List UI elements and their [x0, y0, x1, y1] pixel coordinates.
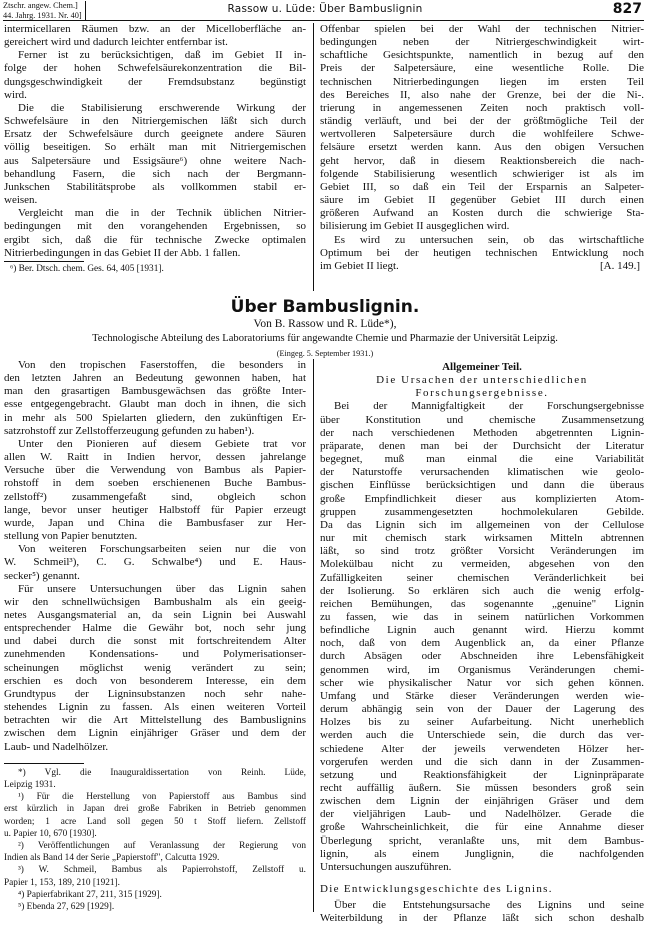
text-line: Da das Lignin sich im allgemeinen von der Cellulose	[320, 518, 644, 531]
text-line: gruppen zusammengesetzten hochmolekularen Gebilde.	[320, 505, 644, 518]
text-line: dungsgeschwindigkeit der Fremdsubstanz begünstigt	[4, 75, 306, 88]
text-line: der Isolierung. So erklären sich auch die wenig erfolg-	[320, 584, 644, 597]
text-line: netes Ausgangsmaterial an, da sein Lignin bei Auswahl	[4, 608, 306, 621]
text-line: schiedene Alter der jeweils verwendeten Hölzer her-	[320, 742, 644, 755]
text-line: lange, bevor unser heutiger Halbstoff für Papier erzeugt	[4, 503, 306, 516]
text-line: lignin, als einem Junglignin, die nachfolgenden	[320, 847, 644, 860]
header-rule	[3, 20, 644, 21]
text-line: esse entgegengebracht. Glaubt man doch in ihnen, die sich	[4, 398, 306, 411]
text-line: intermicellaren Räumen bzw. an der Micelloberfläche an-	[4, 23, 306, 35]
text-line: gischen Einflüsse berücksichtigen und dann die überaus	[320, 479, 644, 492]
text-line: nur mit chemisch stark wirksamen Mitteln abtrennen	[320, 532, 644, 545]
text-line: in mehr als 500 Spielarten gliedern, den zukünftigen Er-	[4, 411, 306, 424]
footnote-line: worden; 1 acre Land soll gegen 50 t Stoff liefern. Zellstoff	[4, 816, 306, 827]
text-line: folge der hohen Schwefelsäurekonzentration die Bil-	[4, 62, 306, 75]
received-date: (Eingeg. 5. September 1931.)	[276, 349, 374, 358]
footnote-line: ²) Veröffentlichungen auf Veranlassung der Regierung von	[18, 840, 306, 851]
text-line: zellstoff²) zusammengefaßt sind, obgleich schon	[4, 490, 306, 503]
text-line: betrachten wir die Art Mittelstellung des Bambuslignins	[4, 714, 306, 727]
text-line: begegnet, muß man einmal die eine Variabilität	[320, 453, 644, 466]
text-line: rohstoff in dem soeben erschienenen Buche Bambus-	[4, 477, 306, 490]
footnote-rule	[4, 763, 84, 764]
text-line: setzung und Reaktionsfähigkeit der Ligninpräparate	[320, 768, 644, 781]
text-line: entsprechender Halme die Gewähr bot, noch sehr jung	[4, 622, 306, 635]
text-line: genommen wird, im Organismus Veränderungen chemi-	[320, 663, 644, 676]
text-line: des Bereiches II, also nahe der Grenze, bei der die Ni-.	[320, 88, 644, 101]
text-line: Gebiet III, so daß ein Teil der Ersparnis an Salpeter-	[320, 180, 644, 193]
subsection-heading: Forschungsergebnisse.	[415, 387, 549, 400]
text-line: werden auch die Unterschiede sein, die durch das ver-	[320, 729, 644, 742]
text-line: große Empfindlichkeit dieser aus komplizierten Atom-	[320, 492, 644, 505]
text-line: Versuche über die Verwendung von Bambus als Papier-	[4, 464, 306, 477]
footnote: ⁶) Ber. Dtsch. chem. Ges. 64, 405 [1931].	[10, 263, 164, 274]
text-line: zu fassen, wie das in seinem natürlichen Vorkommen	[320, 610, 644, 623]
text-line: über Konstitution und chemische Zusammensetzung	[320, 413, 644, 426]
text-line: Offenbar spielen bei der Wahl der technischen Nitrier-	[320, 23, 644, 35]
text-line: Molekülbau nicht zu vermeiden, abgesehen von den	[320, 558, 644, 571]
article-right-column	[320, 359, 644, 926]
previous-article-left-column	[4, 23, 306, 275]
text-line: befindliche Lignin auch genannt wird. Hierzu kommt	[320, 624, 644, 637]
text-line: Laub- und Nadelhölzer.	[4, 740, 109, 753]
article-authors: Von B. Rassow und R. Lüde*),	[253, 318, 397, 330]
subsection-heading: Die Ursachen der unterschiedlichen	[376, 374, 588, 387]
text-line: Überlegung spricht, veranlaßte uns, mit dem Bambus-	[320, 834, 644, 847]
article-affiliation: Technologische Abteilung des Laboratoriums für angewandte Chemie und Pharmazie der Universität Leipzig.	[92, 333, 558, 344]
column-divider-bottom	[313, 359, 314, 912]
footnote-line: ³) W. Schmeil, Bambus als Papierrohstoff, Zellstoff u.	[18, 865, 306, 876]
text-line: Für unsere Untersuchungen über das Lignin sahen	[18, 582, 306, 595]
text-line: wir den schnellwüchsigen Bambushalm als ein geeig-	[4, 595, 306, 608]
text-line: derum abhängig sein von der Dauer der Lagerung des	[320, 703, 644, 716]
text-line: durch Absägen oder Abschneiden ihre Lebensfähigkeit	[320, 650, 644, 663]
text-line: behandlung Fasern, die sich nach der Bergmann-	[4, 167, 306, 180]
text-line: wird.	[4, 88, 27, 101]
text-line: schaftliche Gesichtspunkte, namentlich in bezug auf den	[320, 49, 644, 62]
text-line: Zufälligkeiten seiner chemischen Veränderlichkeit bei	[320, 571, 644, 584]
text-line: allen W. Raitt in Indien hervor, dessen jahrelange	[4, 451, 306, 464]
text-line: Preis der Salpetersäure, eine wesentliche Rolle. Die	[320, 62, 644, 75]
article-reference: [A. 149.]	[599, 259, 640, 272]
text-line: präparate, denen man bei der Durchsicht der Literatur	[320, 439, 644, 452]
text-line: läßt, so sind trotz größter Vorsicht Veränderungen im	[320, 545, 644, 558]
text-line: Schwefelsäure in den Nitriergemischen läßt sich durch	[4, 115, 306, 128]
text-line: Untersuchungen auszuführen.	[320, 860, 452, 873]
text-line: folgende Stabilisierung wesentlich schwieriger ist als im	[320, 167, 644, 180]
previous-article-right-column	[320, 23, 644, 273]
article-left-column	[4, 359, 306, 913]
text-line: ständig verläuft, und bei der der größtmögliche Teil der	[320, 115, 644, 128]
text-line: große Wahrscheinlichkeit, die für eine Annahme dieser	[320, 821, 644, 834]
text-line: weisen.	[4, 194, 38, 207]
subsection-heading: Die Entwicklungsgeschichte des Lignins.	[320, 883, 553, 896]
text-line: bedingungen mit den vorangehenden Ergebnissen, so	[4, 220, 306, 233]
text-line: Umfang und Stärke dieser Veränderungen werden wie-	[320, 689, 644, 702]
journal-line-1: Ztschr. angew. Chem.]	[3, 1, 78, 10]
text-line: gereichert wird und dadurch leichter entfernbar ist.	[4, 36, 228, 49]
text-line: vorgerufen werden und die sich dann in der Zusammen-	[320, 755, 644, 768]
text-line: bilisierung im Gebiet II ausgeglichen wird.	[320, 220, 510, 233]
page-header	[0, 0, 650, 22]
text-line: säure im Gebiet II gegenüber Gebiet III durch einen	[320, 194, 644, 207]
footnote-line: ⁵) Ebenda 27, 629 [1929].	[18, 901, 115, 912]
text-line: im Gebiet II liegt.	[320, 259, 399, 272]
text-line: noch, daß von dem Augenblick an, da einer Pflanze	[320, 637, 644, 650]
footnote-rule	[4, 261, 84, 262]
text-line: W. Schmeil³), C. G. Schwalbe⁴) und E. Haus-	[4, 556, 306, 569]
text-line: bedingungen neben der Nitriergeschwindigkeit wirt-	[320, 36, 644, 49]
journal-line-2: 44. Jahrg. 1931. Nr. 40]	[3, 10, 82, 20]
text-line: stellung von Papier benutzten.	[4, 530, 138, 543]
text-line: wertvolleren Salpetersäure durch die wohlfeilere Schwe-	[320, 128, 644, 141]
text-line: Bei der Mannigfaltigkeit der Forschungsergebnisse	[334, 400, 644, 413]
running-title: Rassow u. Lüde: Über Bambuslignin	[227, 3, 423, 15]
text-line: zunehmenden Kondensations- und Polymerisationser-	[4, 648, 306, 661]
text-line: Von weiteren Forschungsarbeiten seien nur die von	[18, 543, 306, 556]
footnote-line: erst kürzlich in Japan drei große Fabriken in Betrieb genommen	[4, 804, 306, 815]
text-line: und dabei durch die sonst mit fortschreitendem Alter	[4, 635, 306, 648]
text-line: reichen Bemühungen, das sogenannte „genuine" Lignin	[320, 597, 644, 610]
text-line: Über die Entstehungsursache des Lignins und seine	[334, 899, 644, 912]
text-line: geht hervor, daß in diesem Reaktionsbereich die nach-	[320, 154, 644, 167]
text-line: den letzten Jahren an Bedeutung gewonnen haben, hat	[4, 372, 306, 385]
text-line: Ersatz der Schwefelsäure durch geeignete andere Säuren	[4, 128, 306, 141]
text-line: Von den tropischen Faserstoffen, die besonders in	[18, 359, 306, 371]
text-line: felsäure ersetzt werden kann. Aus den obigen Versuchen	[320, 141, 644, 154]
text-line: wurde, Japan und China die Bambusfaser zur Her-	[4, 516, 306, 529]
text-line: man den grasartigen Bambusgewächsen das größte Inter-	[4, 385, 306, 398]
text-line: satzrohstoff zur Zellstofferzeugung gefunden zu haben¹).	[4, 424, 255, 437]
text-line: erschien es doch von besonderem Interesse, ein dem	[4, 674, 306, 687]
text-line: technischen Nitrierbedingungen liegen im ersten Teil	[320, 75, 644, 88]
text-line: der Naturstoffe verursachenden klimatischen wie geolo-	[320, 466, 644, 479]
text-line: Grundtypus der Ligninsubstanzen noch sehr nahe-	[4, 687, 306, 700]
text-line: Ferner ist zu berücksichtigen, daß im Gebiet II in-	[18, 49, 306, 62]
column-divider-top	[313, 23, 314, 291]
text-line: scheinungen möglichst wenig verändert zu sein;	[4, 661, 306, 674]
text-line: stehendes Lignin zu fassen. Als einen weiteren Vorteil	[4, 701, 306, 714]
footnote-line: ⁴) Papierfabrikant 27, 211, 315 [1929].	[18, 889, 162, 900]
text-line: Nitrierbedingungen in das Gebiet II der Abb. 1 fallen.	[4, 246, 241, 259]
page-number: 827	[612, 1, 642, 17]
text-line: zwischen dem Lignin der einjährigen Gräser und dem	[320, 795, 644, 808]
text-line: Unter den Pionieren auf diesem Gebiete trat vor	[18, 437, 306, 450]
footnote-line: ¹) Für die Herstellung von Papierstoff aus Bambus sind	[18, 792, 306, 803]
footnote-line: Leipzig 1931.	[4, 779, 56, 790]
section-heading: Allgemeiner Teil.	[442, 361, 522, 373]
footnote-line: u. Papier 10, 670 [1930].	[4, 828, 97, 839]
text-line: aus Salpetersäure und Essigsäure⁶) ohne weitere Nach-	[4, 154, 306, 167]
text-line: ergibt sich, daß die für technische Zwecke optimalen	[4, 233, 306, 246]
text-line: Weiterbildung in der Pflanze läßt sich schon deshalb	[320, 912, 644, 925]
text-line: Vergleicht man die in der Technik üblichen Nitrier-	[18, 207, 306, 220]
text-line: Optimum bei der heutigen technischen Entwicklung noch	[320, 246, 644, 259]
text-line: zwischen dem Lignin einjähriger Gräser und dem der	[4, 727, 306, 740]
text-line: Es wird zu untersuchen sein, ob das wirtschaftliche	[334, 233, 644, 246]
text-line: recht auffällig äußern. Sie müssen besonders groß sein	[320, 782, 644, 794]
footnote-line: Indien als Band 14 der Serie „Papierstoff", Calcutta 1929.	[4, 853, 220, 864]
text-line: der nach verschiedenen Methoden abgetrennten Lignin-	[320, 426, 644, 439]
text-line: Die die Stabilisierung erschwerende Wirkung der	[18, 101, 306, 114]
text-line: völlig beseitigen. So erhält man mit Nitriergemischen	[4, 141, 306, 154]
text-line: der vieljährigen Laub- und Nadelhölzer. Gerade die	[320, 808, 644, 821]
text-line: secker⁵) genannt.	[4, 569, 80, 582]
footnote-line: *) Vgl. die Inauguraldissertation von Reinh. Lüde,	[18, 767, 306, 778]
article-title: Über Bambuslignin.	[230, 297, 420, 317]
text-line: trierung in angemessenen Zeiten noch praktisch voll-	[320, 101, 644, 114]
text-line: größeren Aufwand an Kosten durch die schwierige Sta-	[320, 207, 644, 220]
text-line: Junkschen Stabilitätsprobe als vollkommen stabil er-	[4, 180, 306, 193]
text-line: Holzes bis zu seiner Aufarbeitung. Nicht unerheblich	[320, 716, 644, 729]
text-line: scher wie physikalischer Natur vor sich gehen können.	[320, 676, 644, 689]
footnote-line: Papier 1, 153, 189, 210 [1921].	[4, 877, 120, 888]
